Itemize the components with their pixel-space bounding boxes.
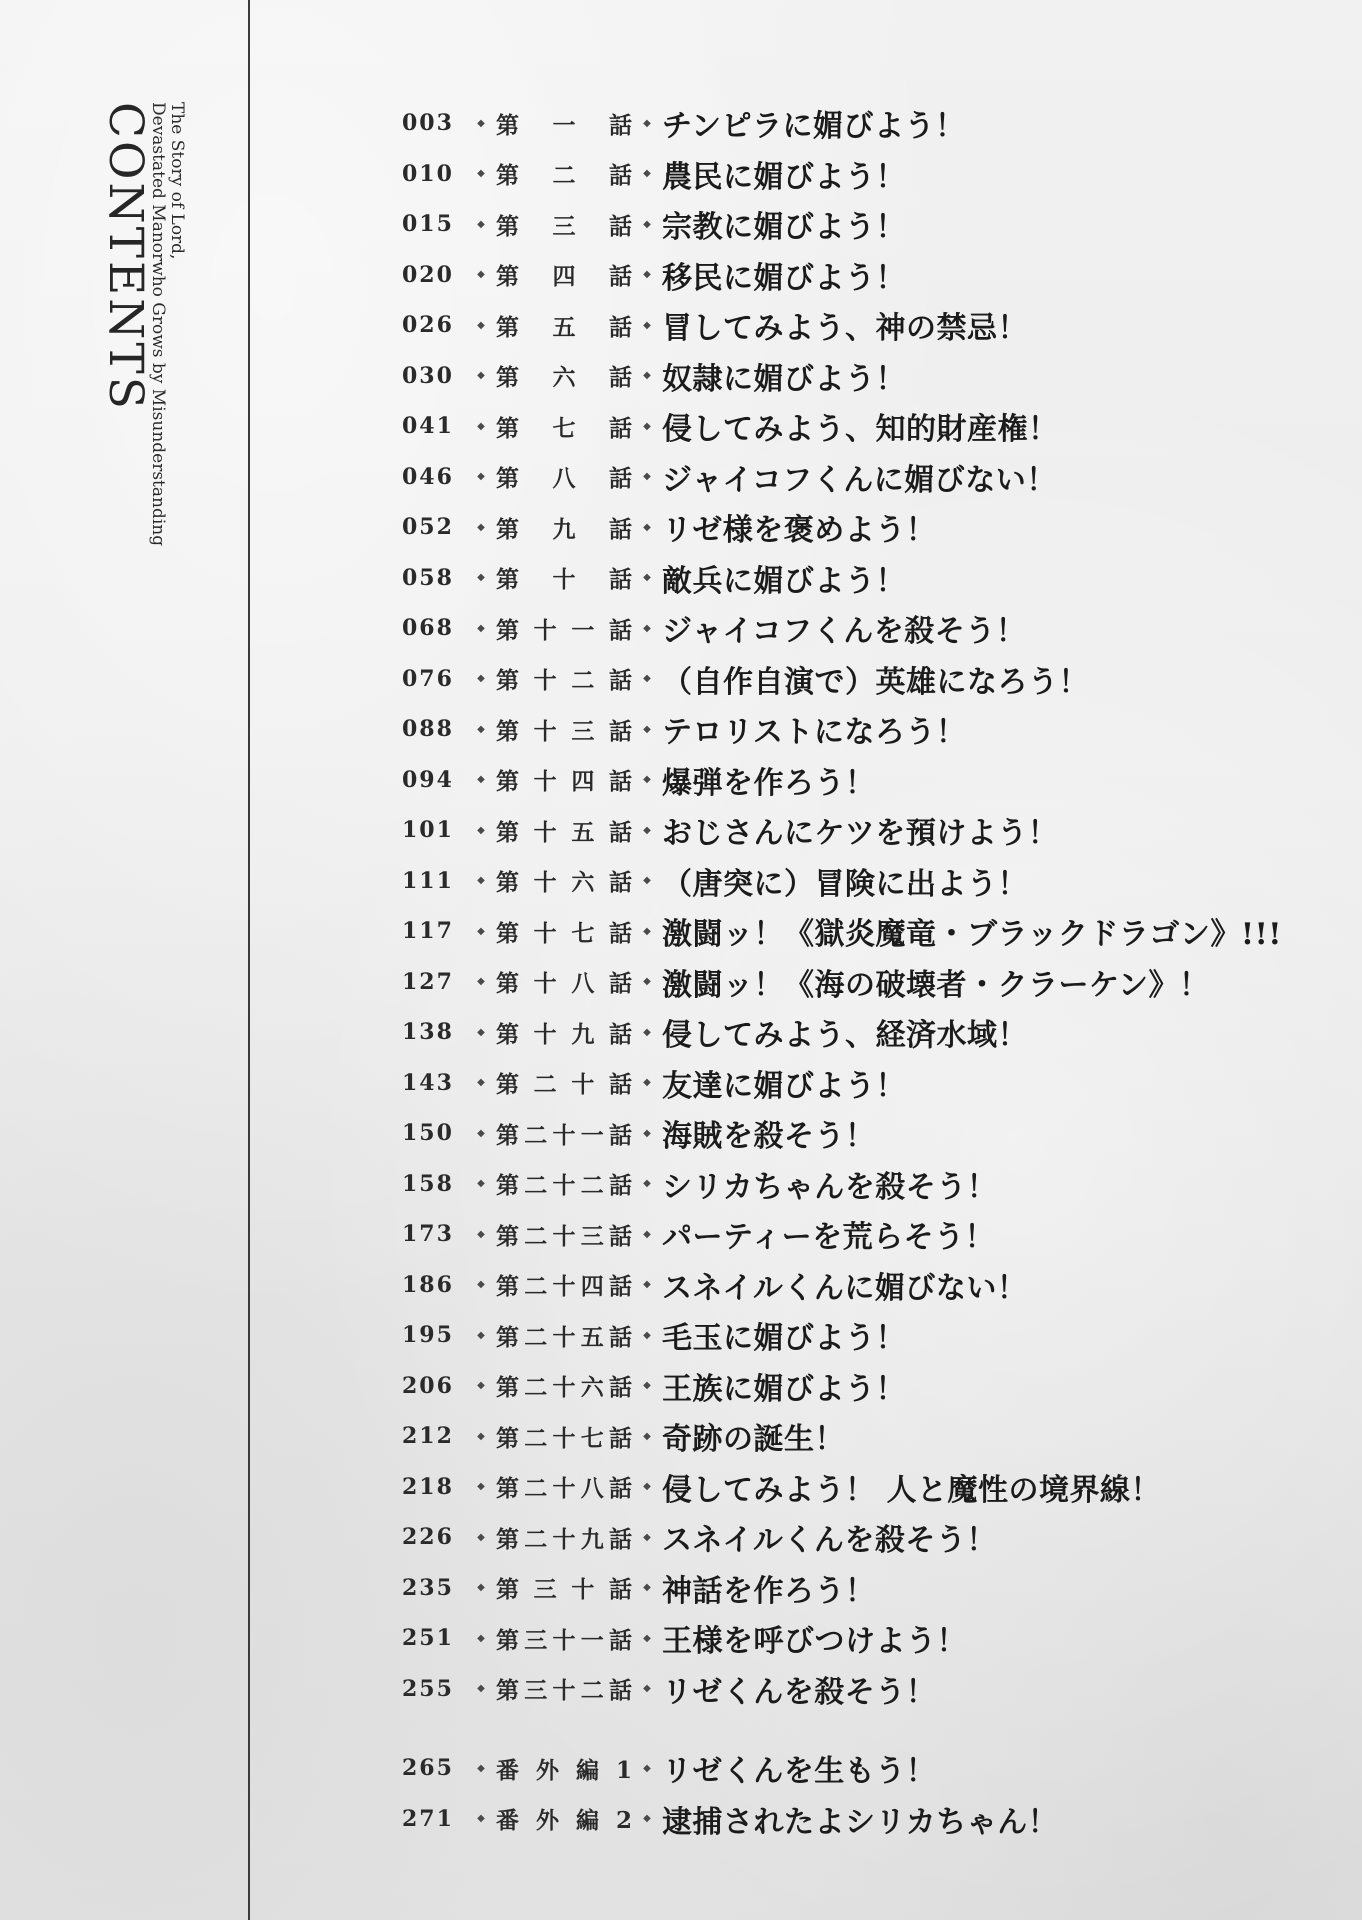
toc-entry[interactable] [402, 1108, 1322, 1159]
toc-entry[interactable] [402, 856, 1322, 907]
diamond-bullet-icon: ◆ [477, 875, 485, 887]
diamond-bullet-icon: ◆ [643, 1430, 651, 1442]
chapter-number: 第 四 話 [496, 263, 632, 291]
diamond-bullet-icon: ◆ [477, 1762, 485, 1774]
diamond-bullet-icon: ◆ [477, 1430, 485, 1442]
page-number: 046 [402, 463, 454, 490]
diamond-bullet-icon: ◆ [643, 824, 651, 836]
diamond-bullet-icon: ◆ [477, 521, 485, 533]
diamond-bullet-icon: ◆ [477, 824, 485, 836]
chapter-title: 移民に媚びよう！ [662, 260, 906, 296]
diamond-bullet-icon: ◆ [643, 1380, 651, 1392]
contents-heading: CONTENTS [98, 102, 153, 412]
diamond-bullet-icon: ◆ [477, 1077, 485, 1089]
toc-entry[interactable] [402, 98, 1322, 149]
chapter-title: おじさんにケツを預けよう！ [662, 816, 1059, 852]
chapter-number: 第 一 話 [496, 111, 632, 139]
diamond-bullet-icon: ◆ [477, 622, 485, 634]
diamond-bullet-icon: ◆ [643, 1077, 651, 1089]
toc-entry[interactable] [402, 502, 1322, 553]
diamond-bullet-icon: ◆ [643, 168, 651, 180]
chapter-title: 爆弾を作ろう！ [662, 765, 876, 801]
chapter-number: 第 十 話 [496, 566, 632, 594]
chapter-number: 第 八 話 [496, 465, 632, 493]
page-number: 068 [402, 615, 454, 642]
diamond-bullet-icon: ◆ [643, 723, 651, 735]
diamond-bullet-icon: ◆ [643, 925, 651, 937]
chapter-number: 第 五 話 [496, 313, 632, 341]
chapter-title: 逮捕されたよシリカちゃん！ [662, 1804, 1059, 1840]
chapter-title: 奇跡の誕生！ [662, 1422, 845, 1458]
chapter-title: リゼ様を褒めよう！ [662, 513, 937, 549]
toc-entry[interactable] [402, 1310, 1322, 1361]
diamond-bullet-icon: ◆ [477, 1329, 485, 1341]
diamond-bullet-icon: ◆ [477, 319, 485, 331]
diamond-bullet-icon: ◆ [477, 1481, 485, 1493]
toc-entry[interactable] [402, 654, 1322, 705]
chapter-number: 第二十六話 [496, 1374, 632, 1402]
diamond-bullet-icon: ◆ [477, 1228, 485, 1240]
toc-entry[interactable] [402, 1159, 1322, 1210]
page-number: 235 [402, 1574, 454, 1601]
diamond-bullet-icon: ◆ [643, 976, 651, 988]
toc-entry[interactable] [402, 1613, 1322, 1664]
toc-entry[interactable] [402, 1462, 1322, 1513]
page-number: 020 [402, 261, 454, 288]
chapter-number: 第二十三話 [496, 1222, 632, 1250]
vertical-divider [248, 0, 250, 1920]
chapter-title: リゼくんを殺そう！ [662, 1674, 937, 1710]
subtitle-line-1: The Story of Lord, [167, 102, 187, 260]
page-number: 186 [402, 1271, 454, 1298]
toc-entry[interactable] [402, 805, 1322, 856]
toc-entry[interactable] [402, 957, 1322, 1008]
page-number: 173 [402, 1221, 454, 1248]
diamond-bullet-icon: ◆ [643, 1329, 651, 1341]
chapter-number: 第 十 八 話 [496, 970, 632, 998]
toc-entry[interactable] [402, 1209, 1322, 1260]
chapter-number: 第二十二話 [496, 1172, 632, 1200]
diamond-bullet-icon: ◆ [477, 218, 485, 230]
toc-entry[interactable] [402, 1007, 1322, 1058]
chapter-number: 番 外 編 2 [496, 1807, 632, 1835]
diamond-bullet-icon: ◆ [643, 1582, 651, 1594]
page-number: 111 [402, 867, 454, 894]
chapter-number: 番 外 編 1 [496, 1756, 632, 1784]
diamond-bullet-icon: ◆ [643, 774, 651, 786]
chapter-title: 王族に媚びよう！ [662, 1371, 906, 1407]
diamond-bullet-icon: ◆ [477, 572, 485, 584]
diamond-bullet-icon: ◆ [477, 1178, 485, 1190]
page-number: 127 [402, 968, 454, 995]
toc-entry[interactable] [402, 452, 1322, 503]
toc-entry[interactable] [402, 351, 1322, 402]
toc-entry[interactable] [402, 1411, 1322, 1462]
diamond-bullet-icon: ◆ [477, 925, 485, 937]
toc-entry[interactable] [402, 1361, 1322, 1412]
chapter-title: チンピラに媚びよう！ [662, 109, 966, 145]
diamond-bullet-icon: ◆ [643, 1481, 651, 1493]
diamond-bullet-icon: ◆ [477, 168, 485, 180]
toc-entry[interactable] [402, 1058, 1322, 1109]
page-number: 076 [402, 665, 454, 692]
diamond-bullet-icon: ◆ [643, 1279, 651, 1291]
chapter-title: 奴隷に媚びよう！ [662, 361, 906, 397]
diamond-bullet-icon: ◆ [643, 420, 651, 432]
toc-entry[interactable] [402, 300, 1322, 351]
page-number: 195 [402, 1322, 454, 1349]
chapter-title: 激闘ッ！《獄炎魔竜・ブラックドラゴン》!!! [662, 917, 1282, 953]
diamond-bullet-icon: ◆ [477, 370, 485, 382]
chapter-number: 第 十 二 話 [496, 667, 632, 695]
toc-entry[interactable] [402, 250, 1322, 301]
chapter-number: 第二十九話 [496, 1525, 632, 1553]
diamond-bullet-icon: ◆ [643, 875, 651, 887]
chapter-title: ジャイコフくんを殺そう！ [662, 614, 1027, 650]
diamond-bullet-icon: ◆ [477, 1632, 485, 1644]
diamond-bullet-icon: ◆ [477, 269, 485, 281]
toc-entry[interactable] [402, 1743, 1322, 1794]
diamond-bullet-icon: ◆ [477, 673, 485, 685]
diamond-bullet-icon: ◆ [643, 1127, 651, 1139]
diamond-bullet-icon: ◆ [643, 117, 651, 129]
diamond-bullet-icon: ◆ [643, 1026, 651, 1038]
toc-entry[interactable] [402, 704, 1322, 755]
page-number: 158 [402, 1170, 454, 1197]
chapter-title: 王様を呼びつけよう！ [662, 1624, 967, 1660]
chapter-number: 第 二 話 [496, 162, 632, 190]
diamond-bullet-icon: ◆ [477, 723, 485, 735]
diamond-bullet-icon: ◆ [477, 1582, 485, 1594]
page-number: 271 [402, 1805, 454, 1832]
toc-entry[interactable] [402, 755, 1322, 806]
side-title [74, 102, 186, 662]
chapter-number: 第 六 話 [496, 364, 632, 392]
diamond-bullet-icon: ◆ [643, 218, 651, 230]
diamond-bullet-icon: ◆ [477, 1279, 485, 1291]
page-number: 010 [402, 160, 454, 187]
page-number: 094 [402, 766, 454, 793]
chapter-number: 第 九 話 [496, 515, 632, 543]
page-number: 206 [402, 1372, 454, 1399]
diamond-bullet-icon: ◆ [643, 521, 651, 533]
chapter-number: 第 十 五 話 [496, 818, 632, 846]
diamond-bullet-icon: ◆ [643, 370, 651, 382]
toc-entry[interactable] [402, 906, 1322, 957]
toc-entry[interactable] [402, 401, 1322, 452]
chapter-title: 激闘ッ！《海の破壊者・クラーケン》！ [662, 967, 1210, 1003]
page-number: 226 [402, 1524, 454, 1551]
diamond-bullet-icon: ◆ [477, 1813, 485, 1825]
diamond-bullet-icon: ◆ [477, 1127, 485, 1139]
chapter-title: スネイルくんを殺そう！ [662, 1523, 997, 1559]
page-number: 138 [402, 1019, 454, 1046]
chapter-title: 宗教に媚びよう！ [662, 210, 906, 246]
chapter-title: 侵してみよう、経済水域！ [662, 1018, 1028, 1054]
page-number: 015 [402, 211, 454, 238]
diamond-bullet-icon: ◆ [477, 1026, 485, 1038]
diamond-bullet-icon: ◆ [643, 673, 651, 685]
chapter-number: 第二十七話 [496, 1424, 632, 1452]
chapter-number: 第二十五話 [496, 1323, 632, 1351]
page-number: 150 [402, 1120, 454, 1147]
chapter-number: 第 十 六 話 [496, 869, 632, 897]
chapter-title: パーティーを荒らそう！ [662, 1220, 996, 1256]
book-subtitle [148, 102, 186, 662]
chapter-number: 第二十八話 [496, 1475, 632, 1503]
diamond-bullet-icon: ◆ [643, 471, 651, 483]
diamond-bullet-icon: ◆ [643, 1632, 651, 1644]
toc-entry[interactable] [402, 1260, 1322, 1311]
chapter-number: 第 十 七 話 [496, 919, 632, 947]
diamond-bullet-icon: ◆ [477, 1380, 485, 1392]
chapter-title: 農民に媚びよう！ [662, 159, 906, 195]
chapter-number: 第 三 十 話 [496, 1576, 632, 1604]
chapter-number: 第 七 話 [496, 414, 632, 442]
chapter-title: （唐突に）冒険に出よう！ [662, 866, 1028, 902]
page-number: 041 [402, 413, 454, 440]
diamond-bullet-icon: ◆ [477, 976, 485, 988]
toc-entry[interactable] [402, 1512, 1322, 1563]
chapter-title: スネイルくんに媚びない！ [662, 1270, 1028, 1306]
page-number: 052 [402, 514, 454, 541]
table-of-contents [402, 98, 1322, 1844]
chapter-number: 第二十四話 [496, 1273, 632, 1301]
page-number: 117 [402, 918, 454, 945]
diamond-bullet-icon: ◆ [643, 1813, 651, 1825]
toc-entry[interactable] [402, 603, 1322, 654]
toc-entry[interactable] [402, 1563, 1322, 1614]
diamond-bullet-icon: ◆ [643, 622, 651, 634]
page-number: 026 [402, 312, 454, 339]
chapter-title: 毛玉に媚びよう！ [662, 1321, 906, 1357]
chapter-title: 冒してみよう、神の禁忌！ [662, 311, 1028, 347]
diamond-bullet-icon: ◆ [643, 572, 651, 584]
chapter-title: （自作自演で）英雄になろう！ [662, 664, 1089, 700]
chapter-number: 第 十 九 話 [496, 1020, 632, 1048]
chapter-title: シリカちゃんを殺そう！ [662, 1169, 998, 1205]
toc-entry[interactable] [402, 1794, 1322, 1845]
chapter-number: 第 十 三 話 [496, 717, 632, 745]
diamond-bullet-icon: ◆ [643, 1762, 651, 1774]
toc-entry[interactable] [402, 199, 1322, 250]
chapter-number: 第三十二話 [496, 1677, 632, 1705]
diamond-bullet-icon: ◆ [643, 1228, 651, 1240]
chapter-number: 第 十 一 話 [496, 616, 632, 644]
chapter-title: 侵してみよう、知的財産権！ [662, 412, 1059, 448]
chapter-title: 敵兵に媚びよう！ [662, 563, 906, 599]
chapter-title: テロリストになろう！ [662, 715, 967, 751]
chapter-title: 神話を作ろう！ [662, 1573, 876, 1609]
chapter-title: ジャイコフくんに媚びない！ [662, 462, 1057, 498]
diamond-bullet-icon: ◆ [477, 420, 485, 432]
diamond-bullet-icon: ◆ [477, 774, 485, 786]
diamond-bullet-icon: ◆ [477, 117, 485, 129]
chapter-number: 第 十 四 話 [496, 768, 632, 796]
chapter-number: 第二十一話 [496, 1121, 632, 1149]
page-number: 030 [402, 362, 454, 389]
chapter-title: リゼくんを生もう！ [662, 1754, 937, 1790]
page-number: 088 [402, 716, 454, 743]
diamond-bullet-icon: ◆ [643, 1683, 651, 1695]
chapter-number: 第三十一話 [496, 1626, 632, 1654]
toc-entry[interactable] [402, 149, 1322, 200]
page-number: 251 [402, 1625, 454, 1652]
chapter-number: 第 二 十 話 [496, 1071, 632, 1099]
diamond-bullet-icon: ◆ [477, 471, 485, 483]
toc-entry[interactable] [402, 1664, 1322, 1715]
page-number: 255 [402, 1675, 454, 1702]
page-number: 101 [402, 817, 454, 844]
chapter-title: 侵してみよう！ 人と魔性の境界線！ [662, 1472, 1161, 1508]
page-number: 143 [402, 1069, 454, 1096]
subtitle-line-2: Devastated Manorwho Grows by Misunderstanding [148, 102, 168, 547]
diamond-bullet-icon: ◆ [643, 319, 651, 331]
chapter-title: 海賊を殺そう！ [662, 1119, 876, 1155]
diamond-bullet-icon: ◆ [643, 1531, 651, 1543]
page-number: 212 [402, 1423, 454, 1450]
diamond-bullet-icon: ◆ [477, 1531, 485, 1543]
chapter-title: 友達に媚びよう！ [662, 1068, 906, 1104]
page-number: 265 [402, 1755, 454, 1782]
page-number: 058 [402, 564, 454, 591]
toc-entry[interactable] [402, 553, 1322, 604]
page-number: 003 [402, 110, 454, 137]
diamond-bullet-icon: ◆ [643, 269, 651, 281]
diamond-bullet-icon: ◆ [477, 1683, 485, 1695]
page-number: 218 [402, 1473, 454, 1500]
diamond-bullet-icon: ◆ [643, 1178, 651, 1190]
chapter-number: 第 三 話 [496, 212, 632, 240]
